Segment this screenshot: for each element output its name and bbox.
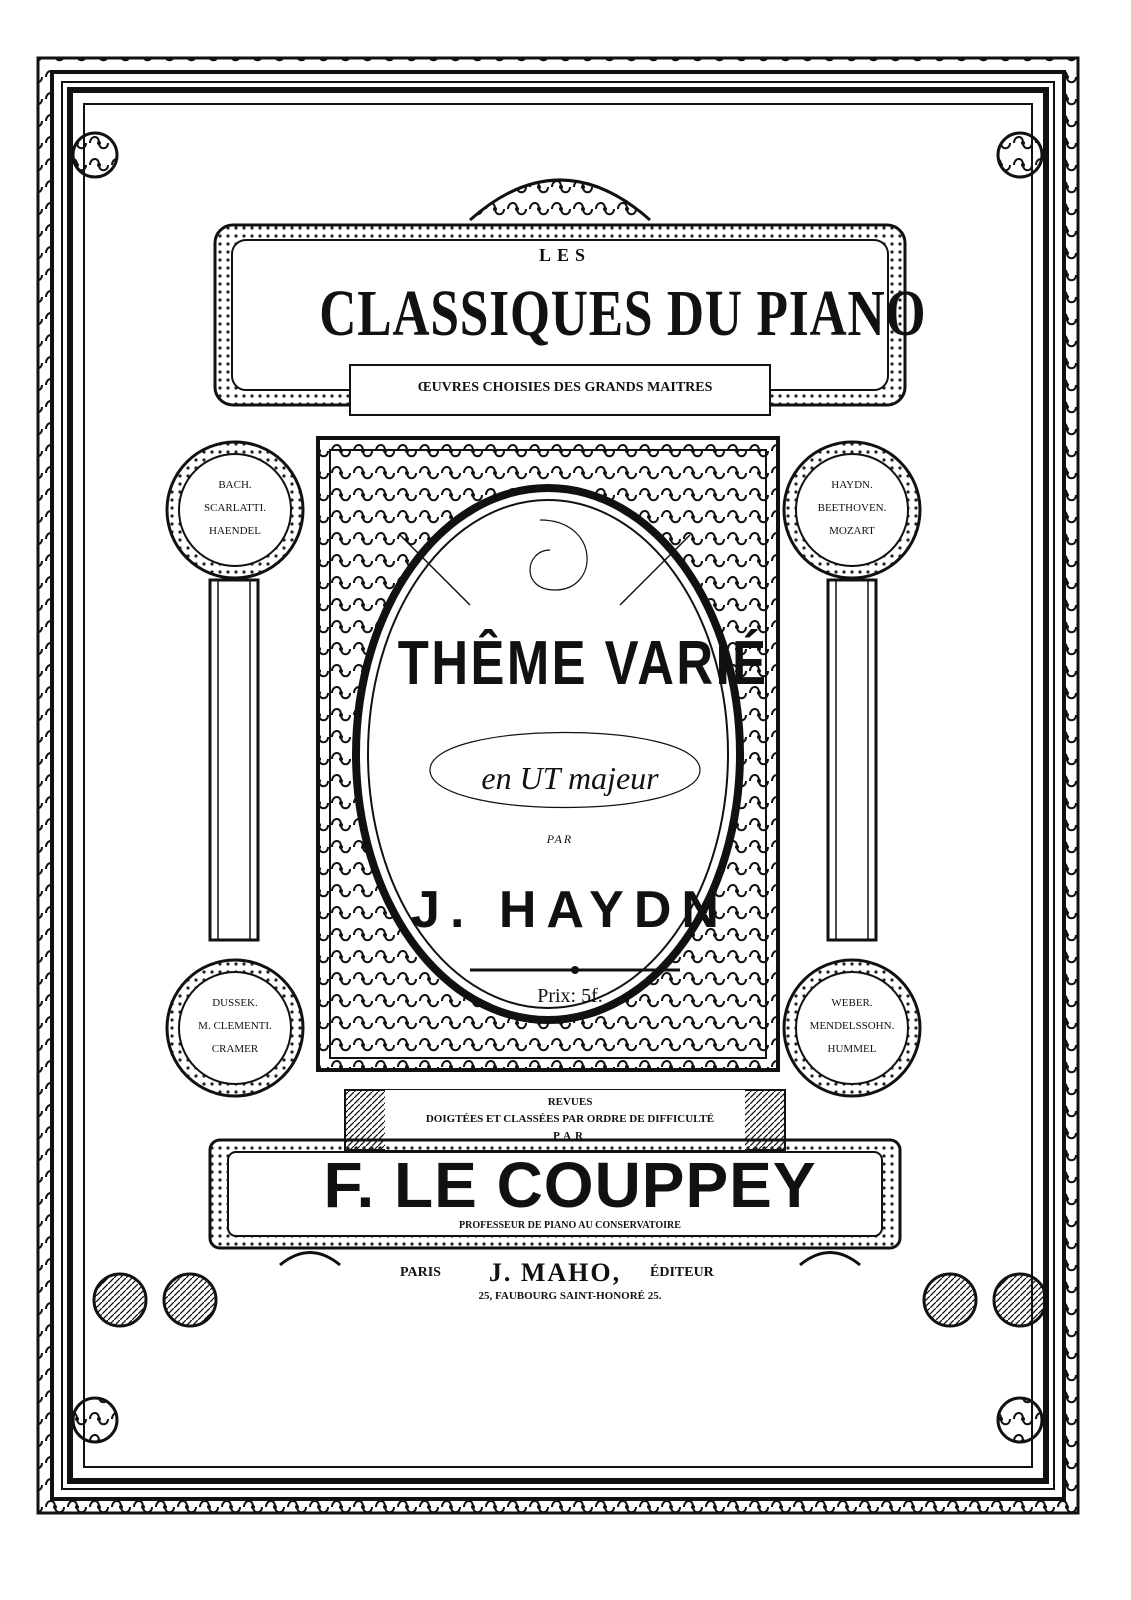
work-key: en UT majeur xyxy=(481,760,659,796)
composer-name: BACH. xyxy=(218,479,252,491)
composer-name: BEETHOVEN. xyxy=(817,502,887,514)
composer-name: DUSSEK. xyxy=(212,997,258,1009)
editor-doigtees: DOIGTÉES ET CLASSÉES PAR ORDRE DE DIFFICULTÉ xyxy=(425,1113,715,1125)
editor-par: PAR xyxy=(553,1130,587,1142)
medallion-top-right xyxy=(787,474,917,543)
composer-name: MENDELSSOHN. xyxy=(809,1020,895,1032)
medallion-top-left xyxy=(170,474,300,543)
publisher-city: PARIS xyxy=(400,1265,441,1280)
work-price: Prix: 5f. xyxy=(537,985,603,1007)
publisher-name: J. MAHO, xyxy=(488,1258,622,1287)
work-par: PAR xyxy=(546,832,574,846)
composer-name: CRAMER xyxy=(211,1043,259,1055)
editor-profession: PROFESSEUR DE PIANO AU CONSERVATOIRE xyxy=(459,1220,681,1231)
publisher-address: 25, FAUBOURG SAINT-HONORÉ 25. xyxy=(478,1290,662,1302)
work-title: THÊME VARIÉ xyxy=(397,629,769,698)
editor-revues: REVUES xyxy=(547,1096,593,1108)
composer-name: SCARLATTI. xyxy=(203,502,267,514)
central-panel xyxy=(318,438,778,1070)
medallion-bottom-right xyxy=(787,992,917,1061)
editor-name: F. LE COUPPEY xyxy=(323,1149,817,1221)
composer-name: WEBER. xyxy=(831,997,873,1009)
series-subtitle: ŒUVRES CHOISIES DES GRANDS MAITRES xyxy=(417,380,713,395)
composer-name: HAENDEL xyxy=(209,525,261,537)
work-composer: J. HAYDN xyxy=(411,881,729,939)
header-les: LES xyxy=(538,245,592,265)
composer-name: M. CLEMENTI. xyxy=(198,1020,272,1032)
series-title: CLASSIQUES DU PIANO xyxy=(319,277,927,350)
composer-name: HAYDN. xyxy=(831,479,873,491)
composer-name: MOZART xyxy=(829,525,875,537)
publisher-role: ÉDITEUR xyxy=(650,1265,714,1280)
medallion-bottom-left xyxy=(170,992,300,1061)
composer-name: HUMMEL xyxy=(827,1043,877,1055)
